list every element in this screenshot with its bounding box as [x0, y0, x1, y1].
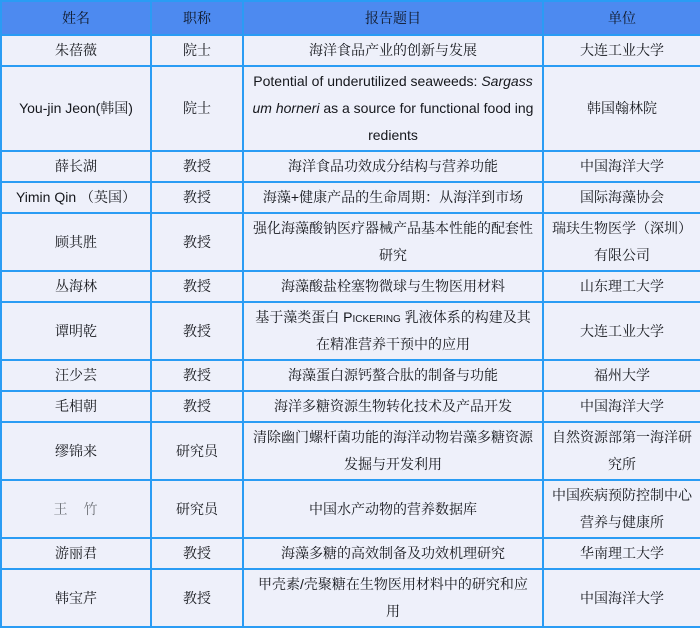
topic-segment: Sargassum horneri	[252, 73, 533, 116]
topic-cell	[243, 35, 543, 66]
topic-segment: 强化海藻酸钠医疗器械产品基本性能的配套性研究	[253, 220, 533, 263]
name-cell: 汪少芸	[1, 360, 151, 391]
title-cell: 教授	[151, 271, 243, 302]
topic-segment: 海藻酸盐栓塞物微球与生物医用材料	[281, 278, 505, 294]
name-cell: 韩宝芹	[1, 569, 151, 627]
org-cell: 山东理工大学	[543, 271, 700, 302]
org-cell: 国际海藻协会	[543, 182, 700, 213]
name-cell: 缪锦来	[1, 422, 151, 480]
org-cell: 华南理工大学	[543, 538, 700, 569]
table-row	[1, 271, 700, 302]
topic-cell	[243, 66, 543, 151]
name-cell: 谭明乾	[1, 302, 151, 360]
org-cell: 大连工业大学	[543, 302, 700, 360]
topic-segment: 基于藻类蛋白	[255, 309, 344, 325]
topic-segment: 海洋多糖资源生物转化技术及产品开发	[274, 398, 512, 414]
table-row	[1, 182, 700, 213]
table-row	[1, 213, 700, 271]
name-cell: You-jin Jeon(韩国)	[1, 66, 151, 151]
title-cell: 教授	[151, 569, 243, 627]
table-row	[1, 151, 700, 182]
topic-cell	[243, 422, 543, 480]
topic-cell	[243, 302, 543, 360]
column-header-org: 单位	[543, 1, 700, 35]
name-cell: 游丽君	[1, 538, 151, 569]
org-cell: 瑞玞生物医学（深圳）有限公司	[543, 213, 700, 271]
topic-segment: 海藻多糖的高效制备及功效机理研究	[281, 545, 505, 561]
table-row	[1, 391, 700, 422]
header-row	[1, 1, 700, 35]
topic-segment: 中国水产动物的营养数据库	[309, 500, 477, 517]
topic-segment: Potential of underutilized seaweeds:	[253, 73, 482, 89]
title-cell: 教授	[151, 182, 243, 213]
column-header-name: 姓名	[1, 1, 151, 35]
topic-cell	[243, 391, 543, 422]
org-cell: 韩国翰林院	[543, 66, 700, 151]
topic-segment: 海洋食品产业的创新与发展	[309, 42, 477, 58]
topic-cell	[243, 569, 543, 627]
table-row	[1, 422, 700, 480]
title-cell: 院士	[151, 66, 243, 151]
org-cell: 大连工业大学	[543, 35, 700, 66]
title-cell: 教授	[151, 302, 243, 360]
table-header	[1, 1, 700, 35]
table-row	[1, 302, 700, 360]
table-row	[1, 360, 700, 391]
topic-cell	[243, 360, 543, 391]
column-header-title: 职称	[151, 1, 243, 35]
org-cell: 自然资源部第一海洋研究所	[543, 422, 700, 480]
org-cell: 中国海洋大学	[543, 391, 700, 422]
topic-cell	[243, 538, 543, 569]
title-cell: 研究员	[151, 480, 243, 538]
topic-cell	[243, 213, 543, 271]
topic-segment: 乳液体系的构建及其在精准营养干预中的应用	[316, 309, 531, 352]
topic-segment: Pickering	[343, 309, 401, 325]
org-cell: 福州大学	[543, 360, 700, 391]
name-cell: 丛海林	[1, 271, 151, 302]
name-cell: Yimin Qin （英国）	[1, 182, 151, 213]
name-cell: 朱蓓薇	[1, 35, 151, 66]
title-cell: 教授	[151, 360, 243, 391]
org-cell: 中国海洋大学	[543, 569, 700, 627]
title-cell: 教授	[151, 213, 243, 271]
table-row	[1, 35, 700, 66]
topic-cell	[243, 182, 543, 213]
table-row	[1, 480, 700, 538]
table-body	[1, 35, 700, 627]
title-cell: 教授	[151, 151, 243, 182]
name-cell: 薛长湖	[1, 151, 151, 182]
name-cell: 王 竹	[1, 480, 151, 538]
name-cell: 毛相朝	[1, 391, 151, 422]
title-cell: 教授	[151, 391, 243, 422]
org-cell: 中国疾病预防控制中心营养与健康所	[543, 480, 700, 538]
title-cell: 教授	[151, 538, 243, 569]
name-cell: 顾其胜	[1, 213, 151, 271]
topic-segment: 海藻+健康产品的生命周期：从海洋到市场	[262, 189, 524, 205]
org-cell: 中国海洋大学	[543, 151, 700, 182]
topic-segment: 海洋食品功效成分结构与营养功能	[288, 158, 498, 174]
topic-cell	[243, 271, 543, 302]
column-header-topic: 报告题目	[243, 1, 543, 35]
table-row	[1, 569, 700, 627]
topic-segment: as a source for functional food ingredients	[319, 100, 534, 143]
topic-cell	[243, 480, 543, 538]
topic-segment: 清除幽门螺杆菌功能的海洋动物岩藻多糖资源发掘与开发利用	[253, 429, 533, 472]
topic-segment: 甲壳素/壳聚糖在生物医用材料中的研究和应用	[258, 576, 528, 619]
title-cell: 院士	[151, 35, 243, 66]
topic-segment: 海藻蛋白源钙螯合肽的制备与功能	[288, 367, 498, 383]
topic-cell	[243, 151, 543, 182]
table-row	[1, 66, 700, 151]
title-cell: 研究员	[151, 422, 243, 480]
table-row	[1, 538, 700, 569]
